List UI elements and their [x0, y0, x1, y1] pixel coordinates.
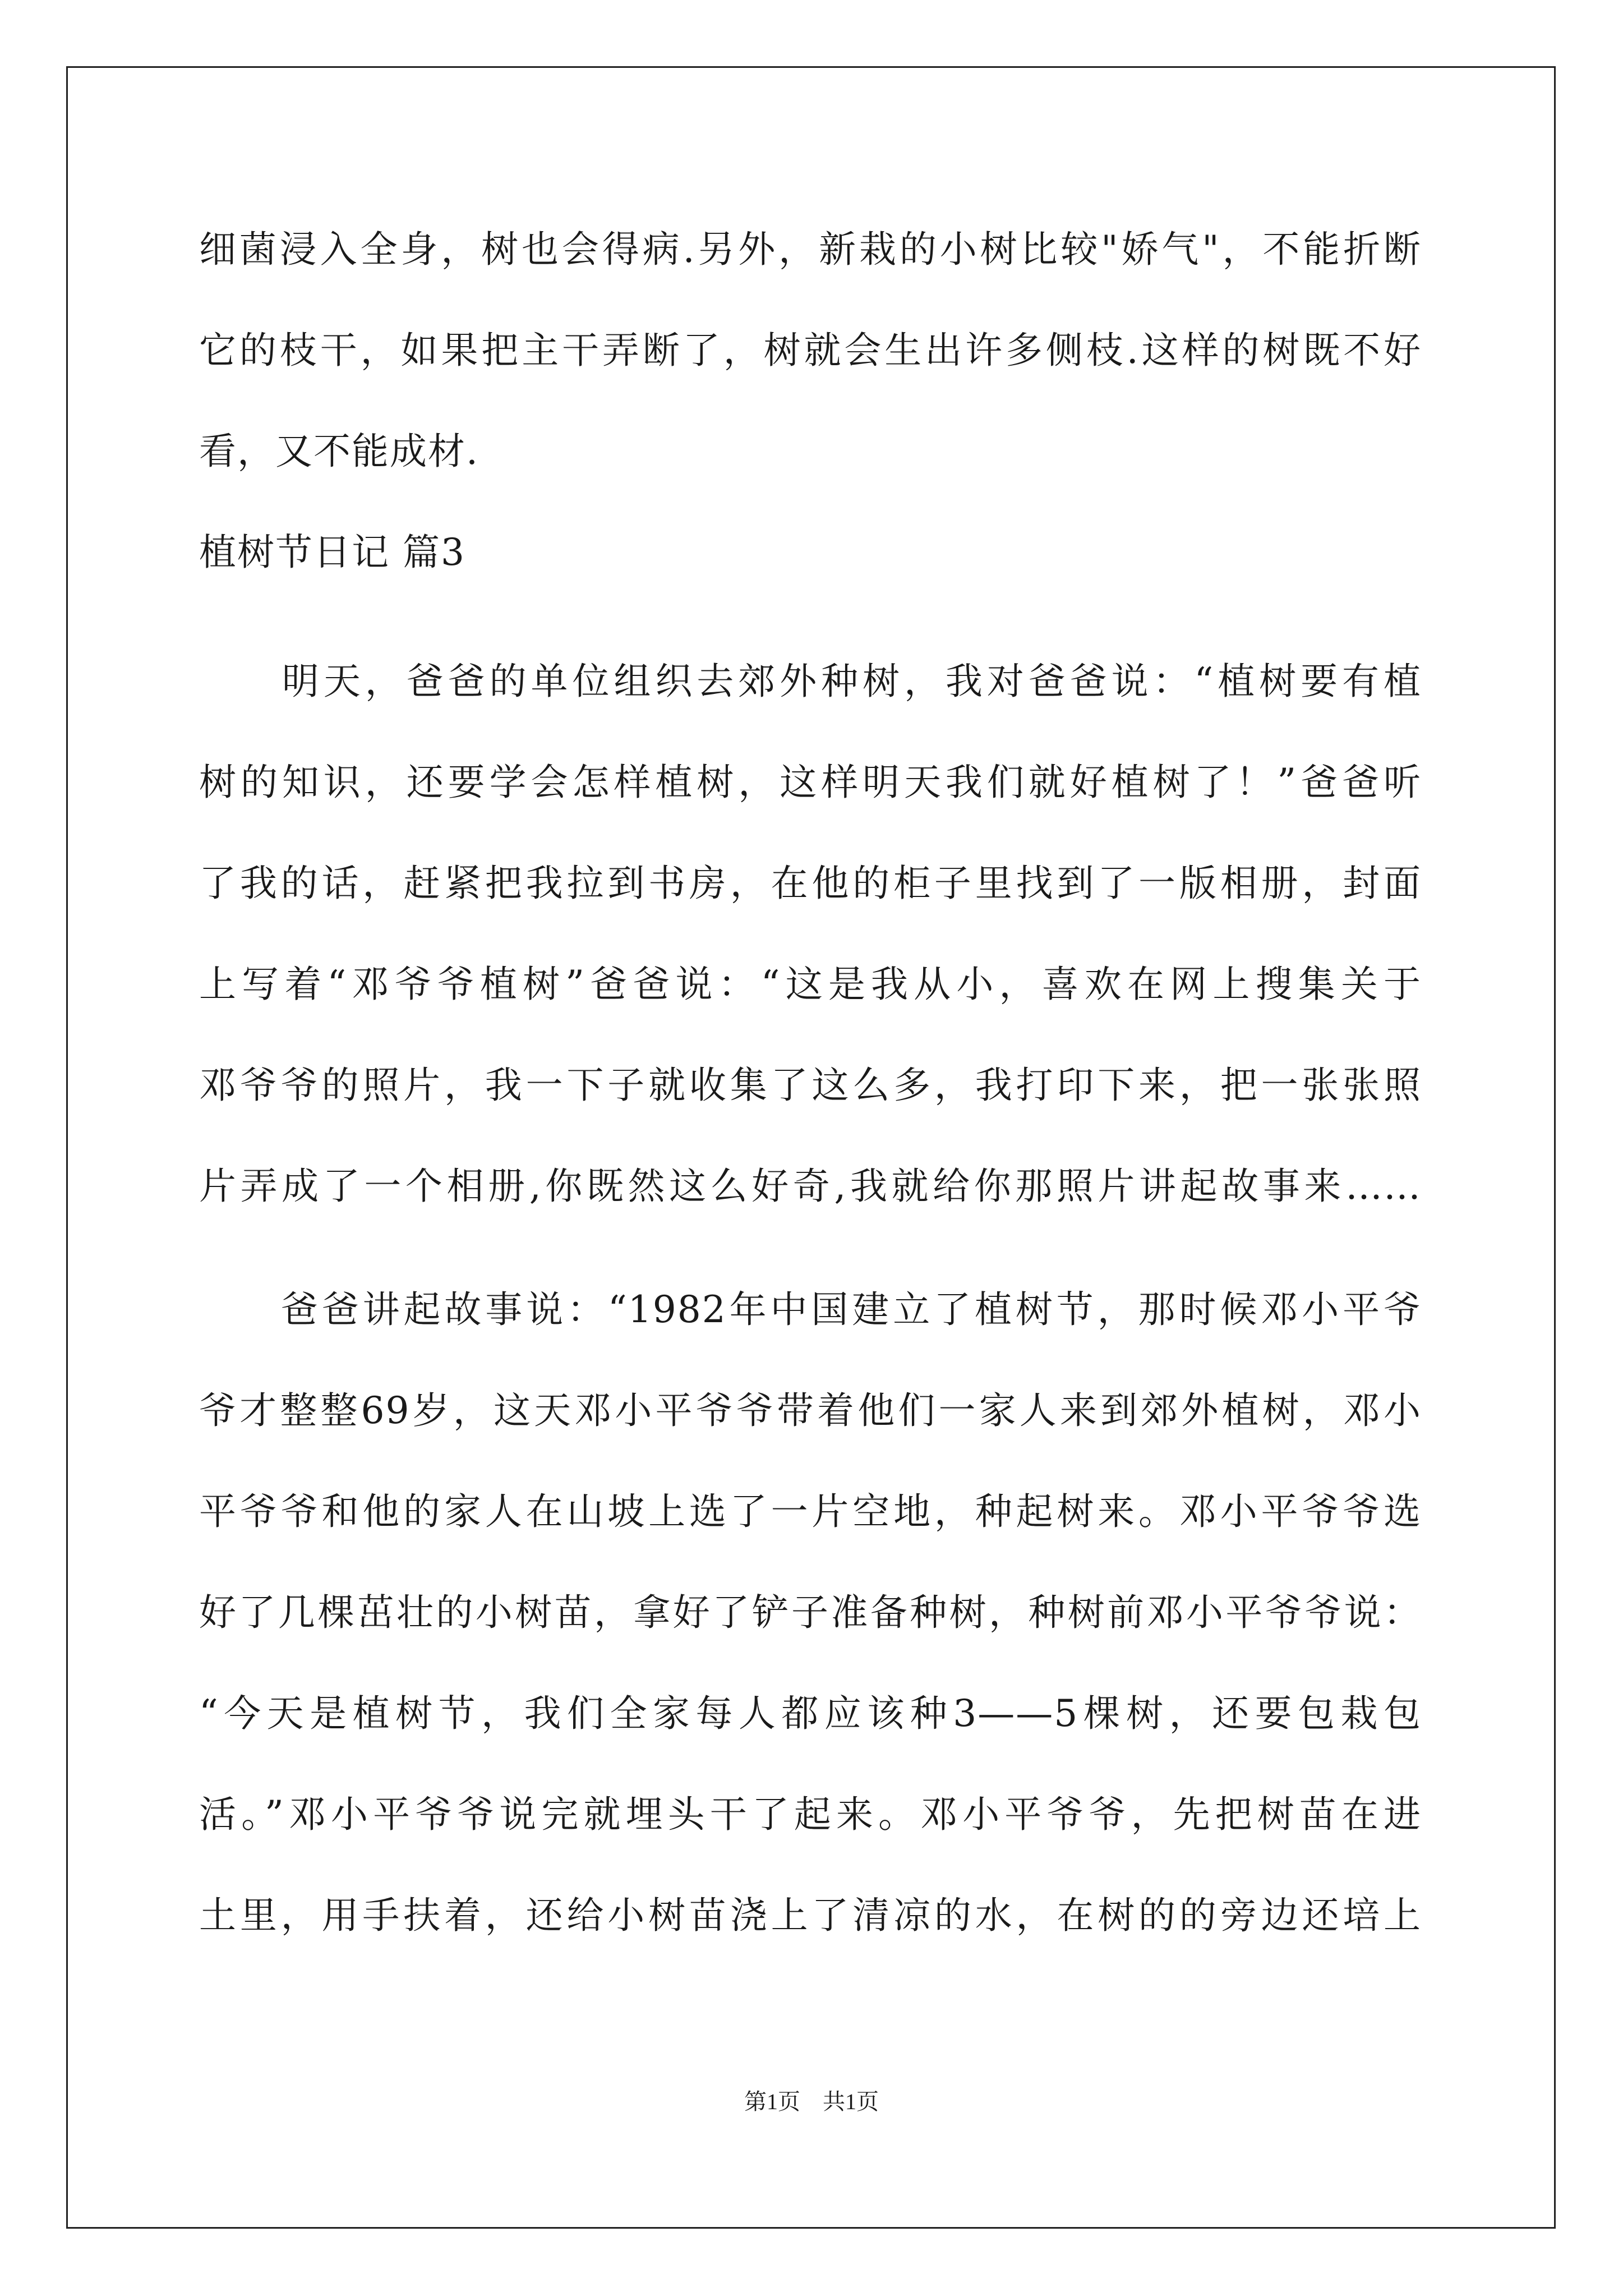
text-line: 看，又不能成材. [199, 430, 479, 473]
text-line: 片弄成了一个相册,你既然这么好奇,我就给你那照片讲起故事来…… [199, 1165, 1422, 1208]
text-line: “今天是植树节，我们全家每人都应该种3——5棵树，还要包栽包 [199, 1692, 1422, 1735]
text-line: 邓爷爷的照片，我一下子就收集了这么多，我打印下来，把一张张照 [199, 1064, 1422, 1107]
page-footer [0, 2088, 1623, 2116]
text-line: 平爷爷和他的家人在山坡上选了一片空地，种起树来。邓小平爷爷选 [199, 1490, 1422, 1533]
section-heading: 植树节日记 篇3 [199, 531, 465, 574]
text-line: 它的枝干，如果把主干弄断了，树就会生出许多侧枝.这样的树既不好 [199, 329, 1422, 372]
text-line: 活。”邓小平爷爷说完就埋头干了起来。邓小平爷爷，先把树苗在进 [199, 1793, 1422, 1836]
text-line: 上写着“邓爷爷植树”爸爸说：“这是我从小，喜欢在网上搜集关于 [199, 963, 1422, 1006]
text-line: 了我的话，赶紧把我拉到书房，在他的柜子里找到了一版相册，封面 [199, 862, 1422, 905]
page-number: 第1页 [744, 2089, 800, 2114]
page-total: 共1页 [823, 2089, 879, 2114]
text-line: 爷才整整69岁，这天邓小平爷爷带着他们一家人来到郊外植树，邓小 [199, 1389, 1422, 1432]
text-line: 爸爸讲起故事说：“1982年中国建立了植树节，那时候邓小平爷 [199, 1288, 1422, 1331]
text-line: 好了几棵茁壮的小树苗，拿好了铲子准备种树，种树前邓小平爷爷说： [199, 1591, 1422, 1634]
text-line: 树的知识，还要学会怎样植树，这样明天我们就好植树了！”爸爸听 [199, 761, 1422, 804]
text-line: 明天，爸爸的单位组织去郊外种树，我对爸爸说：“植树要有植 [199, 660, 1422, 703]
text-line: 细菌浸入全身，树也会得病.另外，新栽的小树比较"娇气"，不能折断 [199, 228, 1422, 271]
text-line: 土里，用手扶着，还给小树苗浇上了清凉的水，在树的的旁边还培上 [199, 1894, 1422, 1937]
